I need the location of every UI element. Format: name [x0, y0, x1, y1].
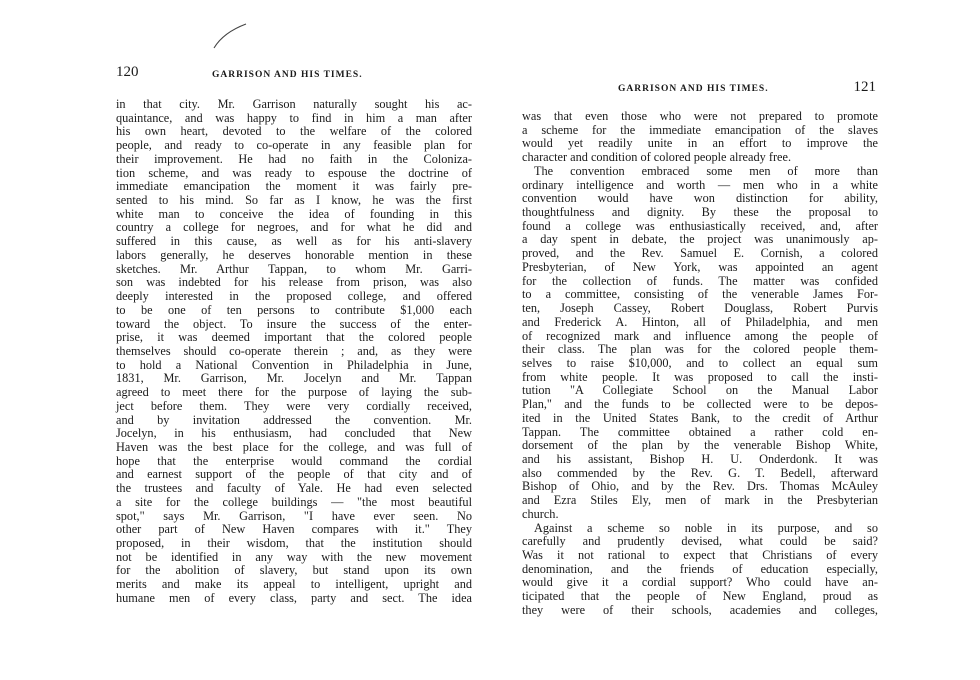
text-line: and Frederick A. Hinton, all of Philadelphia, and men [522, 314, 878, 329]
text-line: suffered in this cause, as well as for his anti-slavery [116, 234, 472, 249]
text-line: son was indebted for his release from prison, was also [116, 275, 472, 290]
text-line: ject before them. They were very cordially received, [116, 398, 472, 413]
text-line: Bishop of Ohio, and by the Rev. Drs. Thomas McAuley [522, 479, 878, 494]
text-line: ten, Joseph Cassey, Robert Douglass, Robert Purvis [522, 301, 878, 316]
text-line: agreed to meet there for the purpose of laying the sub- [116, 385, 472, 400]
text-line: The convention embraced some men of more than [534, 163, 878, 178]
text-line: Tappan. The committee obtained a rather cold en- [522, 424, 878, 439]
text-line: other part of New Haven compares with it." They [116, 522, 472, 537]
text-line: for the abolition of slavery, but stand upon its own [116, 563, 472, 578]
text-line: ited in the United States Bank, to the credit of Arthur [522, 410, 878, 425]
text-line: to hold a National Convention in Philadelphia in June, [116, 357, 472, 372]
left-page [116, 66, 472, 606]
text-line: merits and make its appeal to intelligent, upright and [116, 577, 472, 592]
text-line: denomination, and the friends of education especially, [522, 561, 878, 576]
text-line: spot," says Mr. Garrison, "I have ever seen. No [116, 508, 472, 523]
text-line: humane men of every class, party and sect. The idea [116, 590, 472, 605]
text-line: deeply interested in the proposed college, and offered [116, 289, 472, 304]
text-line: thoughtfulness and dignity. By these the proposal to [522, 205, 878, 220]
right-running-title: GARRISON AND HIS TIMES. [618, 84, 769, 94]
text-line: labors generally, he deserves honorable mention in these [116, 247, 472, 262]
text-line: character and condition of colored people already free. [522, 150, 792, 165]
text-line: Haven was the best place for the college, and was full of [116, 439, 472, 454]
text-line: immediate emancipation the moment it was fairly pre- [116, 179, 472, 194]
text-line: found a college was enthusiastically received, and, after [522, 218, 878, 233]
text-line: his own heart, devoted to the welfare of the colored [116, 124, 472, 139]
text-line: prise, it was deemed important that the colored people [116, 330, 472, 345]
right-page-number: 121 [853, 79, 876, 95]
text-line: Plan," and the funds to be collected were to be depos- [522, 397, 878, 412]
text-line: would yet readily unite in an effort to improve the [522, 136, 878, 151]
text-line: and Ezra Stiles Ely, men of mark in the Presbyterian [522, 493, 878, 508]
left-running-head [116, 66, 472, 84]
text-line: Presbyterian, of New York, was appointed an agent [522, 259, 878, 274]
text-line: people, and ready to co-operate in any feasible plan for [116, 138, 472, 153]
text-line: their improvement. He had no faith in the Coloniza- [116, 151, 472, 166]
text-line: to a committee, consisting of the venerable James For- [522, 287, 878, 302]
text-line: carefully and prudently devised, what could be said? [522, 534, 878, 549]
pencil-mark [212, 22, 248, 50]
text-line: the trustees and faculty of Yale. He had even selected [116, 481, 472, 496]
text-line: Was it not rational to expect that Christians of every [522, 548, 878, 562]
text-line: white man to conceive the idea of founding in this [116, 206, 472, 221]
text-line: a site for the college buildings — "the most beautiful [116, 494, 472, 509]
text-line: quaintance, and was happy to find in him a man after [116, 110, 472, 125]
text-line: would give it a cordial support? Who could have an- [522, 575, 878, 590]
text-line: and his assistant, Bishop H. U. Onderdonk. It was [522, 451, 878, 466]
left-body-text [116, 98, 472, 606]
text-line: from white people. It was proposed to call the insti- [522, 369, 878, 384]
text-line: and by invitation addressed the convention. Mr. [116, 412, 472, 427]
text-line: selves to raise $10,000, and to collect an equal sum [522, 355, 878, 370]
text-line: of recognized mark and influence among the people of [522, 328, 878, 343]
text-line: sented to his mind. So far as I know, he was the first [116, 193, 472, 208]
text-line: ordinary intelligence and worth — men who in a white [522, 177, 878, 192]
text-line: and earnest support of the people of that city and of [116, 467, 472, 482]
text-line: for the collection of funds. The matter was confided [522, 273, 878, 288]
text-line: themselves should co-operate therein ; and, as they were [116, 343, 472, 358]
left-page-number: 120 [116, 64, 139, 80]
text-line: Jocelyn, in his enthusiasm, had concluded that New [116, 426, 472, 441]
text-line: also commended by the Rev. G. T. Bedell, afterward [522, 465, 878, 480]
text-line: a day spent in debate, the project was unanimously ap- [522, 232, 878, 247]
text-line: sketches. Mr. Arthur Tappan, to whom Mr. Garri- [116, 261, 472, 276]
right-running-head [522, 78, 878, 96]
text-line: they were of their schools, academies and colleges, [522, 602, 878, 617]
text-line: proved, and the Rev. Samuel E. Cornish, a colored [522, 246, 878, 261]
text-line: their class. The plan was for the colored people them- [522, 342, 878, 357]
text-line: convention would have won distinction for ability, [522, 191, 878, 206]
right-page [522, 78, 878, 618]
text-line: church. [522, 506, 559, 521]
text-line: tution "A Collegiate School on the Manual Labor [522, 383, 878, 398]
left-running-title: GARRISON AND HIS TIMES. [212, 70, 363, 80]
text-line: tion scheme, and was ready to espouse the doctrine of [116, 165, 472, 180]
text-line: dorsement of the plan by the venerable Bishop White, [522, 438, 878, 453]
text-line: was that even those who were not prepared to promote [522, 109, 878, 123]
text-line: Against a scheme so noble in its purpose, and so [534, 520, 878, 535]
text-line: 1831, Mr. Garrison, Mr. Jocelyn and Mr. Tappan [116, 371, 472, 386]
text-line: toward the object. To insure the success of the enter- [116, 316, 472, 331]
right-body-text [522, 110, 878, 618]
text-line: in that city. Mr. Garrison naturally sought his ac- [116, 97, 472, 111]
text-line: a scheme for the immediate emancipation of the slaves [522, 122, 878, 137]
text-line: proposed, in their wisdom, that the institution should [116, 536, 472, 550]
text-line: not be identified in any way with the new movement [116, 549, 472, 564]
text-line: hope that the enterprise would command the cordial [116, 453, 472, 468]
text-line: ticipated that the people of New England, proud as [522, 589, 878, 604]
text-line: country a college for negroes, and for what he did and [116, 220, 472, 235]
text-line: to be one of ten persons to contribute $1,000 each [116, 302, 472, 317]
